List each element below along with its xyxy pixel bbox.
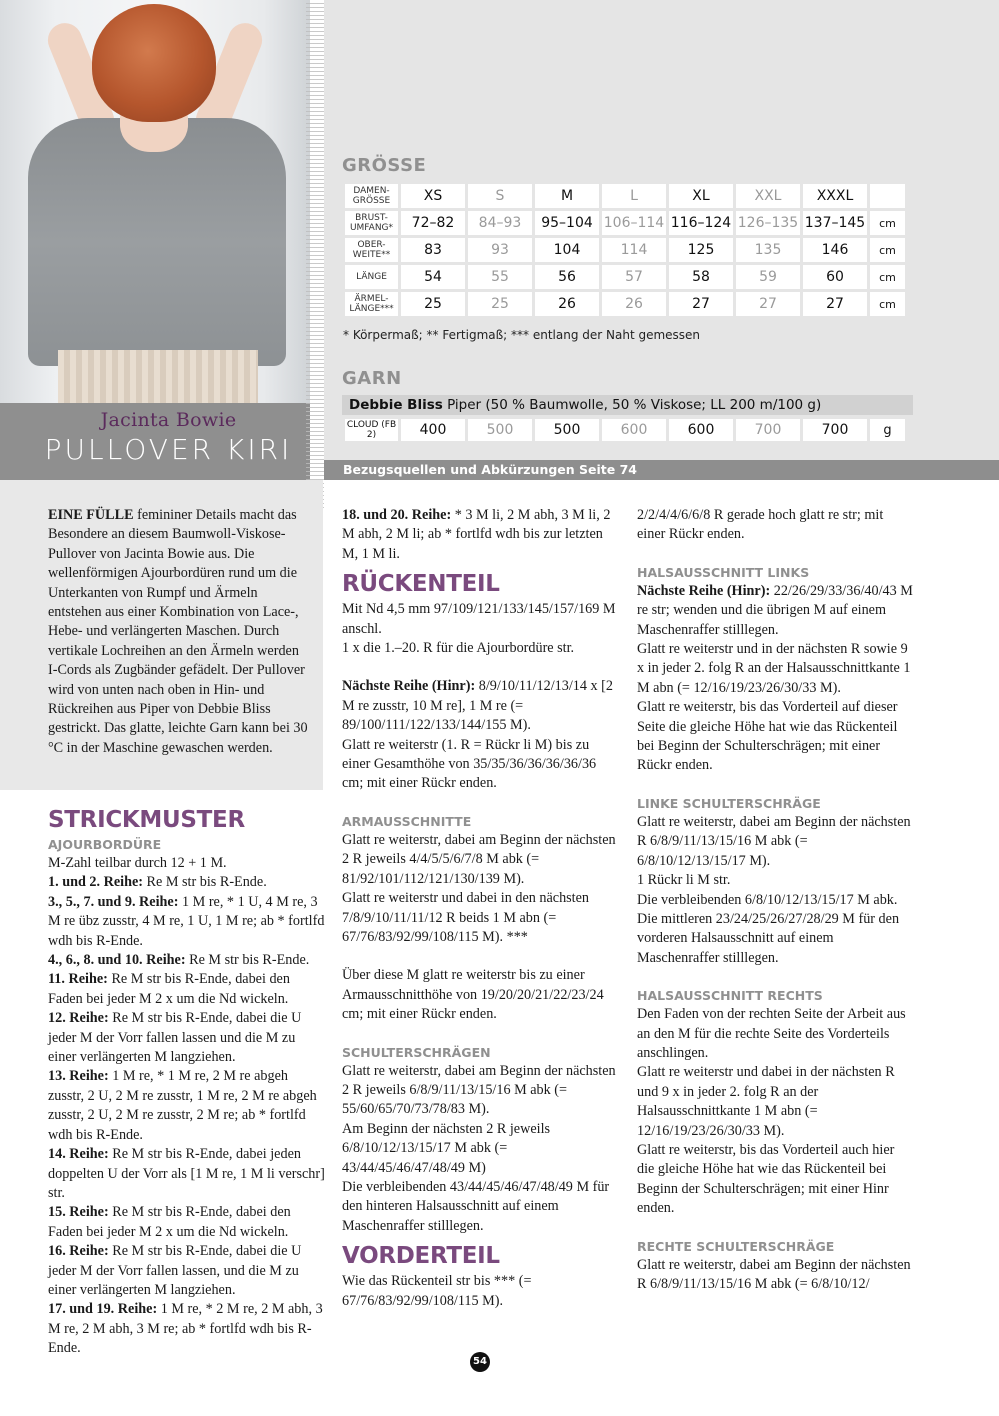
paragraph: Die verbleibenden 6/8/10/12/13/15/17 M abk. [637,891,898,908]
skirt-figure [58,350,258,403]
size-cell: 59 [736,265,800,289]
paragraph: 1 Rückr li M str. [637,872,731,889]
row-label: ÄRMEL-LÄNGE*** [345,292,398,316]
title-banner [0,403,310,480]
table-row [345,211,905,235]
size-cell: 57 [602,265,666,289]
yarn-cell: 700 [736,419,800,441]
size-cell: XS [401,184,465,208]
size-cell: 27 [736,292,800,316]
size-cell: 27 [669,292,733,316]
unit-cell [870,184,905,208]
paragraph: 4., 6., 8. und 10. Reihe: Re M str bis R-Ende. [48,952,310,969]
paragraph: Nächste Reihe (Hinr): 8/9/10/11/12/13/14 x [2 M re zusstr, 10 M re], 1 M re (= 89/100/111/122/133/144/155 M). [342,678,613,734]
subheading-halsausschnitt-links: HALSAUSSCHNITT LINKS [637,564,810,580]
yarn-cell: 600 [669,419,733,441]
subheading-rechte-schulter: RECHTE SCHULTERSCHRÄGE [637,1238,835,1254]
size-cell: 72–82 [401,211,465,235]
paragraph: 2/2/4/4/6/6/8 R gerade hoch glatt re str; mit einer Rückr enden. [637,507,884,543]
pattern-title: PULLOVER KIRI [44,433,293,466]
intro-text [48,506,310,758]
subheading-ajourbordure: AJOURBORDÜRE [48,837,162,852]
paragraph: 17. und 19. Reihe: 1 M re, * 2 M re, 2 M abh, 3 M re, 2 M abh, 3 M re; ab * fortlfd wdh bis R-Ende. [48,1301,323,1357]
size-cell: XXL [736,184,800,208]
paragraph: 1. und 2. Reihe: Re M str bis R-Ende. [48,874,267,891]
paragraph: 1 x die 1.–20. R für die Ajourbordüre str. [342,640,575,657]
size-cell: 83 [401,238,465,262]
spiral-binding [306,0,324,510]
paragraph: 16. Reihe: Re M str bis R-Ende, dabei die U jeder M der Vorr fallen lassen, und die M zu einer verlängerten M langziehen. [48,1243,302,1298]
yarn-cell: 400 [401,419,465,441]
table-row [345,238,905,262]
paragraph: 3., 5., 7. und 9. Reihe: 1 M re, * 1 U, 4 M re, 3 M re übz zusstr, 4 M re, 1 U, 1 M re; ab * fortlfd wdh bis R-Ende. [48,893,325,949]
paragraph: Glatt re weiterstr und dabei in der nächsten R und 9 x in jeder 2. folg R an der Halsausschnittkante 1 M abn (= 12/16/19/23/26/30/33 M). [637,1064,895,1139]
heading-vorderteil: VORDERTEIL [342,1243,500,1270]
size-cell: S [468,184,532,208]
size-cell: 60 [803,265,867,289]
table-row [345,184,905,208]
yarn-cell: 700 [803,419,867,441]
size-table [342,181,908,319]
paragraph: Mit Nd 4,5 mm 97/109/121/133/145/157/169 M anschl. [342,601,616,637]
heading-ruckenteil: RÜCKENTEIL [342,571,500,598]
size-cell: 146 [803,238,867,262]
size-cell: 56 [535,265,599,289]
paragraph: 18. und 20. Reihe: * 3 M li, 2 M abh, 3 M li, 2 M abh, 2 M li; ab * fortlfd wdh bis zur letzten M, 1 M li. [342,507,611,562]
size-cell: 106–114 [602,211,666,235]
paragraph: M-Zahl teilbar durch 12 + 1 M. [48,855,227,871]
yarn-brand: Debbie Bliss [349,397,443,413]
paragraph: Glatt re weiterstr, bis das Vorderteil auf dieser Seite die gleiche Höhe hat wie das Rückenteil bei Beginn der Schulterschrägen; mit einer Rückr enden. [637,699,898,774]
subheading-linke-schulter: LINKE SCHULTERSCHRÄGE [637,795,821,811]
subheading-halsausschnitt-rechts: HALSAUSSCHNITT RECHTS [637,988,823,1004]
size-cell: 54 [401,265,465,289]
yarn-cell: 500 [468,419,532,441]
size-cell: M [535,184,599,208]
model-hair [92,4,216,122]
sweater-figure [28,118,286,366]
paragraph: 12. Reihe: Re M str bis R-Ende, dabei die U jeder M der Vorr fallen lassen und die M zu einer verlängerten M langziehen. [48,1010,302,1066]
row-label: OBER-WEITE** [345,238,398,262]
unit-cell: cm [870,292,905,316]
intro-body: femininer Details macht das Besondere an diesem Baumwoll-Viskose-Pullover von Jacinta Bowie aus. Die wellenförmigen Ajourbordüren rund um die Unterkanten von Rumpf und Ärmeln entstehen aus einer Kombination von Lace-, Hebe- und verlängerten Maschen. Durch vertikale Lochreihen an den Ärmeln werden I-Cords als Zugbänder gefädelt. Der Pullover wird von unten nach oben in Hin- und Rückreihen aus Piper von Debbie Bliss gestrickt. Das glatte, leichte Garn kann bei 30 °C in der Maschine gewaschen werden. [48,507,308,756]
size-cell: 27 [803,292,867,316]
size-cell: 93 [468,238,532,262]
paragraph: Glatt re weiterstr, bis das Vorderteil auch hier die gleiche Höhe hat wie das Rückenteil bei Beginn der Schulterschrägen; mit einer Hinr enden. [637,1141,895,1217]
yarn-description [342,395,913,415]
paragraph: Glatt re weiterstr, dabei am Beginn der nächsten 2 R jeweils 6/8/9/11/13/15/16 M abk (= 55/60/65/70/73/78/83 M). [342,1062,616,1118]
unit-cell: cm [870,238,905,262]
paragraph: Glatt re weiterstr, dabei am Beginn der nächsten R 6/8/9/11/13/15/16 M abk (= 6/8/10/12/13/15/17 M). [637,813,911,869]
model-photo [0,0,310,403]
row-label: DAMEN-GRÖSSE [345,184,398,208]
paragraph: 11. Reihe: Re M str bis R-Ende, dabei den Faden bei jeder M 2 x um die Nd wickeln. [48,971,290,1007]
size-footnote: * Körpermaß; ** Fertigmaß; *** entlang der Naht gemessen [343,328,701,342]
unit-cell: cm [870,211,905,235]
yarn-cell: 500 [535,419,599,441]
size-cell: L [602,184,666,208]
size-cell: 95–104 [535,211,599,235]
size-cell: 116–124 [669,211,733,235]
size-cell: 55 [468,265,532,289]
paragraph: Den Faden von der rechten Seite der Arbeit aus an den M für die rechte Seite des Vorderteils anschlingen. [637,1006,906,1061]
paragraph: 13. Reihe: 1 M re, * 1 M re, 2 M re abgeh zusstr, 2 U, 2 M re zusstr, 1 M re, 2 M re abgeh zusstr, 2 U, 2 M re zusstr, 2 M re; ab * fortlfd wdh bis R-Ende. [48,1068,317,1143]
paragraph: Die verbleibenden 43/44/45/46/47/48/49 M für den hinteren Halsausschnitt auf einem Maschenraffer stilllegen. [342,1178,610,1234]
size-cell: 135 [736,238,800,262]
source-bar: Bezugsquellen und Abkürzungen Seite 74 [324,460,999,480]
size-cell: 126–135 [736,211,800,235]
column-left [48,800,326,1359]
paragraph: Über diese M glatt re weiterstr bis zu einer Armausschnitthöhe von 19/20/20/21/22/23/24 cm; mit einer Rückr enden. [342,967,604,1023]
paragraph: Die mittleren 23/24/25/26/27/28/29 M für den vorderen Halsausschnitt auf einem Maschenraffer stilllegen. [637,910,900,966]
table-row [345,292,905,316]
paragraph: 15. Reihe: Re M str bis R-Ende, dabei den Faden bei jeder M 2 x um die Nd wickeln. [48,1204,291,1240]
yarn-cell: 600 [602,419,666,441]
size-cell: 58 [669,265,733,289]
intro-lead: EINE FÜLLE [48,507,134,523]
page-number: 54 [470,1352,490,1372]
row-label: BRUST-UMFANG* [345,211,398,235]
paragraph: Wie das Rückenteil str bis *** (= 67/76/83/92/99/108/115 M). [342,1273,532,1309]
column-middle [342,506,618,1311]
size-cell: 104 [535,238,599,262]
size-cell: 25 [401,292,465,316]
row-label: LÄNGE [345,265,398,289]
paragraph: Nächste Reihe (Hinr): 22/26/29/33/36/40/43 M re str; wenden und die übrigen M auf einem Maschenraffer stilllegen. [637,582,913,638]
paragraph: Glatt re weiterstr (1. R = Rückr li M) bis zu einer Gesamthöhe von 35/35/36/36/36/36/36 cm; mit einer Rückr enden. [342,736,597,792]
paragraph: Glatt re weiterstr, dabei am Beginn der nächsten 2 R jeweils 4/4/5/5/6/7/8 M abk (= 81/92/101/112/121/130/139 M). [342,831,616,887]
paragraph: Am Beginn der nächsten 2 R jeweils 6/8/10/12/13/15/17 M abk (= 43/44/45/46/47/48/49 M) [342,1120,551,1176]
yarn-table [342,416,908,444]
paragraph: Glatt re weiterstr, dabei am Beginn der nächsten R 6/8/9/11/13/15/16 M abk (= 6/8/10/12/ [637,1256,911,1292]
subheading-schulterschragen: SCHULTERSCHRÄGEN [342,1044,491,1060]
designer-name: Jacinta Bowie [100,409,237,431]
column-right [637,506,913,1294]
table-row [345,265,905,289]
row-label: CLOUD (FB 2) [346,420,397,440]
paragraph: Glatt re weiterstr und in der nächsten R sowie 9 x in jeder 2. folg R an der Halsausschnittkante 1 M abn (= 12/16/19/23/26/30/33 M). [637,641,911,696]
unit-cell: g [870,419,905,441]
heading-strickmuster: STRICKMUSTER [48,807,245,833]
size-cell: XXXL [803,184,867,208]
size-cell: XL [669,184,733,208]
size-heading: GRÖSSE [342,155,427,176]
size-cell: 84–93 [468,211,532,235]
size-cell: 26 [602,292,666,316]
size-cell: 26 [535,292,599,316]
yarn-heading: GARN [342,368,402,389]
unit-cell: cm [870,265,905,289]
size-cell: 25 [468,292,532,316]
table-row [345,419,905,441]
paragraph: Glatt re weiterstr und dabei in den nächsten 7/8/9/10/11/11/12 R beids 1 M abn (= 67/76/83/92/99/108/115 M). *** [342,890,590,945]
subheading-armausschnitte: ARMAUSSCHNITTE [342,813,472,829]
size-cell: 114 [602,238,666,262]
yarn-details: Piper (50 % Baumwolle, 50 % Viskose; LL 200 m/100 g) [442,397,822,413]
paragraph: 14. Reihe: Re M str bis R-Ende, dabei jeden doppelten U der Vorr als [1 M re, 1 M li verschr] str. [48,1146,325,1201]
size-cell: 125 [669,238,733,262]
size-cell: 137–145 [803,211,867,235]
